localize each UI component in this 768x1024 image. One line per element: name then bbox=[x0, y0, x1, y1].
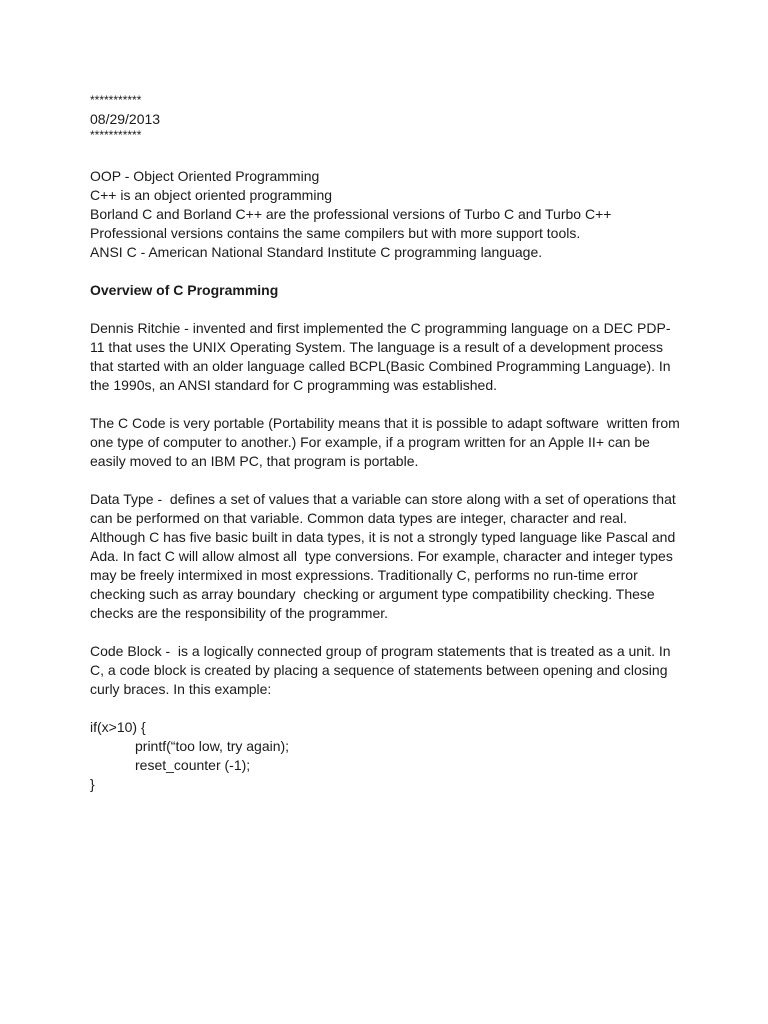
code-line-reset: reset_counter (-1); bbox=[135, 757, 251, 773]
paragraph-line: Data Type - defines a set of values that a variable can store along with a set of operations that bbox=[90, 491, 676, 507]
paragraph-line: easily moved to an IBM PC, that program is portable. bbox=[90, 453, 419, 469]
intro-line: Borland C and Borland C++ are the professional versions of Turbo C and Turbo C++ bbox=[90, 206, 612, 222]
paragraph-line: Ada. In fact C will allow almost all type conversions. For example, character and integer types bbox=[90, 548, 673, 564]
paragraph-line: checking such as array boundary checking or argument type compatibility checking. These bbox=[90, 586, 655, 602]
intro-line: Professional versions contains the same compilers but with more support tools. bbox=[90, 225, 581, 241]
paragraph-line: C, a code block is created by placing a sequence of statements between opening and closing bbox=[90, 662, 668, 678]
document-date: 08/29/2013 bbox=[90, 111, 161, 127]
code-line-printf: printf(“too low, try again); bbox=[135, 738, 290, 754]
code-example bbox=[90, 718, 690, 794]
paragraph-line: Dennis Ritchie - invented and first implemented the C programming language on a DEC PDP- bbox=[90, 320, 671, 336]
document-content bbox=[90, 90, 690, 794]
code-line-open: if(x>10) { bbox=[90, 719, 146, 735]
paragraph-line: 11 that uses the UNIX Operating System. The language is a result of a development process bbox=[90, 339, 664, 355]
paragraph-line: one type of computer to another.) For example, if a program written for an Apple II+ can be bbox=[90, 434, 650, 450]
code-line-close: } bbox=[90, 776, 95, 792]
paragraph-line: that started with an older language called BCPL(Basic Combined Programming Language). In bbox=[90, 358, 671, 374]
separator-stars-top: *********** bbox=[90, 93, 142, 107]
paragraph-line: curly braces. In this example: bbox=[90, 681, 272, 697]
section-heading: Overview of C Programming bbox=[90, 282, 279, 298]
intro-block bbox=[90, 167, 690, 262]
paragraph-line: The C Code is very portable (Portability means that it is possible to adapt software written from bbox=[90, 415, 680, 431]
separator-stars-bottom: *********** bbox=[90, 128, 142, 142]
intro-line: C++ is an object oriented programming bbox=[90, 187, 333, 203]
paragraph-ritchie bbox=[90, 319, 690, 395]
paragraph-datatype bbox=[90, 490, 690, 623]
paragraph-line: the 1990s, an ANSI standard for C programming was established. bbox=[90, 377, 497, 393]
paragraph-line: Although C has five basic built in data types, it is not a strongly typed language like Pascal and bbox=[90, 529, 676, 545]
paragraph-line: can be performed on that variable. Common data types are integer, character and real. bbox=[90, 510, 627, 526]
paragraph-line: Code Block - is a logically connected group of program statements that is treated as a unit. In bbox=[90, 643, 671, 659]
paragraph-line: may be freely intermixed in most expressions. Traditionally C, performs no run-time error bbox=[90, 567, 638, 583]
paragraph-portable bbox=[90, 414, 690, 471]
intro-line: ANSI C - American National Standard Institute C programming language. bbox=[90, 244, 543, 260]
paragraph-codeblock bbox=[90, 642, 690, 699]
intro-line: OOP - Object Oriented Programming bbox=[90, 168, 320, 184]
paragraph-line: checks are the responsibility of the programmer. bbox=[90, 605, 389, 621]
